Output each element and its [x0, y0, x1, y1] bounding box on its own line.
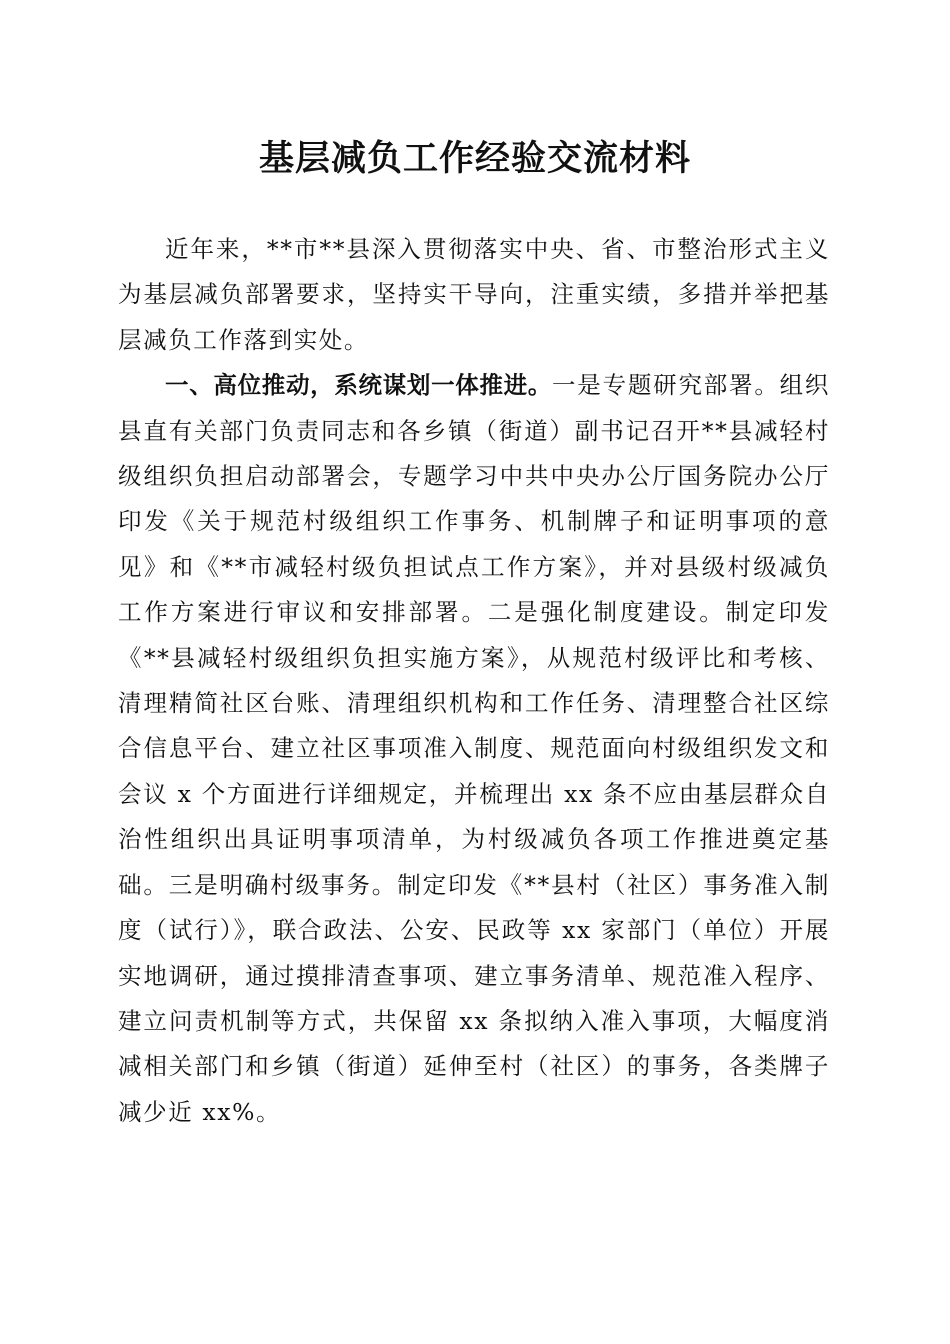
- section-1-paragraph: [118, 363, 830, 1135]
- section-1-heading: 一、高位推动，系统谋划一体推进。: [165, 371, 553, 400]
- section-1-body: 一是专题研究部署。组织县直有关部门负责同志和各乡镇（街道）副书记召开**县减轻村级组织负担启动部署会，专题学习中共中央办公厅国务院办公厅印发《关于规范村级组织工作事务、机制牌子和证明事项的意见》和《**市减轻村级负担试点工作方案》，并对县级村级减负工作方案进行审议和安排部署。二是强化制度建设。制定印发《**县减轻村级组织负担实施方案》，从规范村级评比和考核、清理精简社区台账、清理组织机构和工作任务、清理整合社区综合信息平台、建立社区事项准入制度、规范面向村级组织发文和会议 x 个方面进行详细规定，并梳理出 xx 条不应由基层群众自治性组织出具证明事项清单，为村级减负各项工作推进奠定基础。三是明确村级事务。制定印发《**县村（社区）事务准入制度（试行）》，联合政法、公安、民政等 xx 家部门（单位）开展实地调研，通过摸排清查事项、建立事务清单、规范准入程序、建立问责机制等方式，共保留 xx 条拟纳入准入事项，大幅度消减相关部门和乡镇（街道）延伸至村（社区）的事务，各类牌子减少近 xx%。: [118, 371, 830, 1126]
- document-title: 基层减负工作经验交流材料: [258, 138, 691, 179]
- document-body: [118, 227, 830, 1135]
- intro-paragraph: 近年来，**市**县深入贯彻落实中央、省、市整治形式主义为基层减负部署要求，坚持实干导向，注重实绩，多措并举把基层减负工作落到实处。: [118, 235, 830, 354]
